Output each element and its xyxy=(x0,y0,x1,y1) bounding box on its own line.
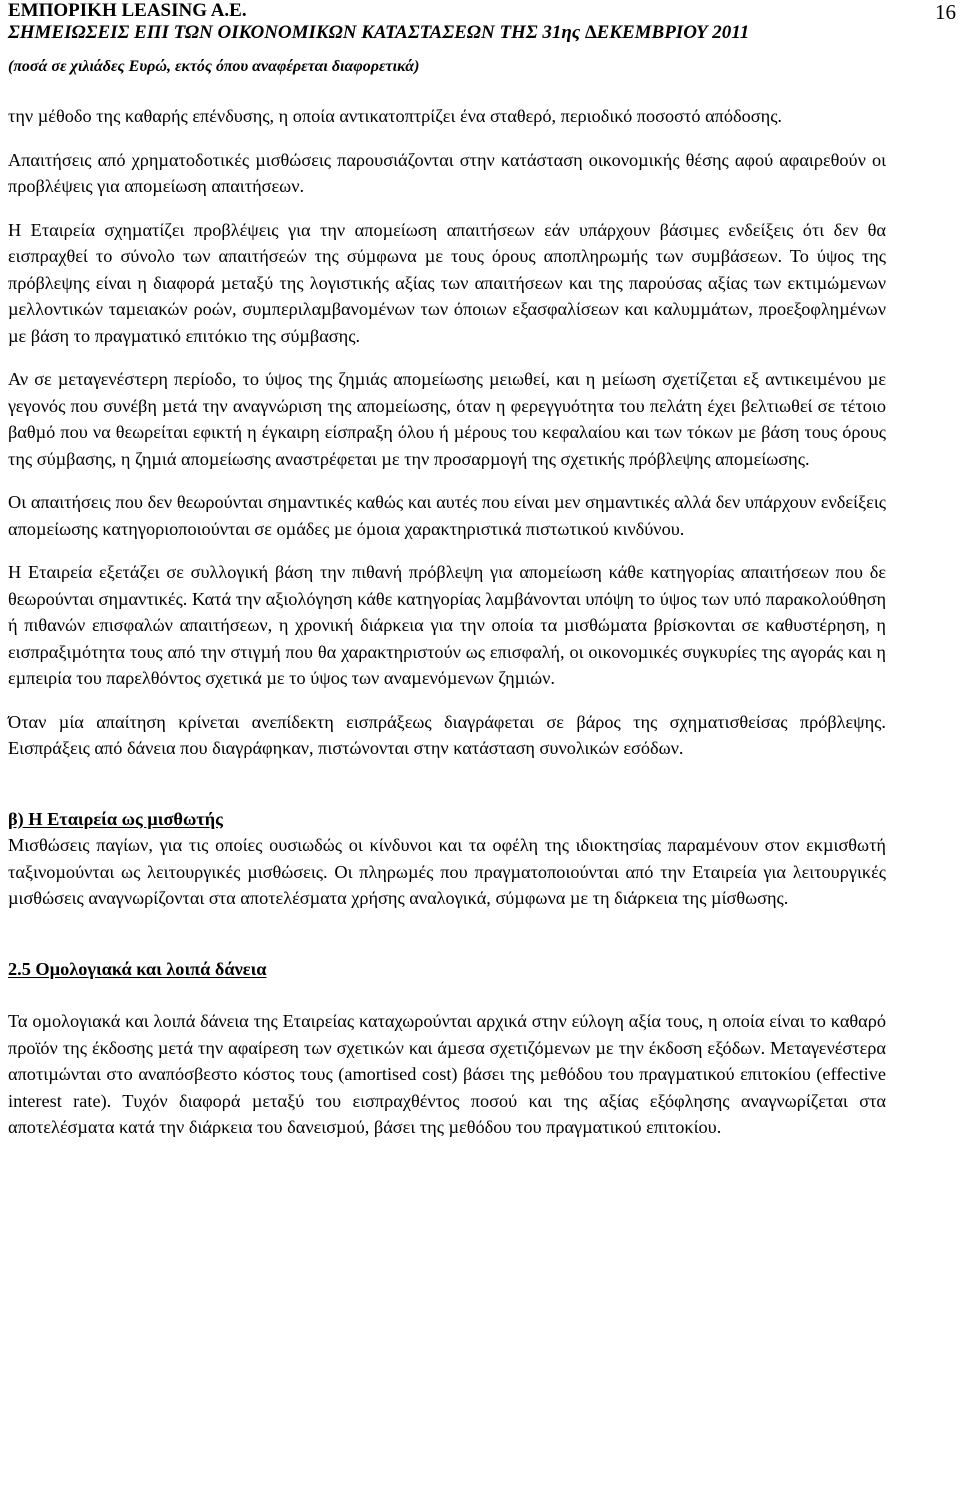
section-heading-bond-loans: 2.5 Οµολογιακά και λοιπά δάνεια xyxy=(8,958,267,979)
document-page xyxy=(8,0,956,1137)
page-header xyxy=(8,0,956,92)
paragraph: Οι απαιτήσεις που δεν θεωρούνται σηµαντικές καθώς και αυτές που είναι µεν σηµαντικές αλλά δεν υπάρχουν ενδείξεις αποµείωσης κατηγοριοποιούνται σε οµάδες µε όµοια χαρακτηριστικά πιστωτικού κινδύνου. xyxy=(8,492,886,539)
paragraph: Απαιτήσεις από χρηµατοδοτικές µισθώσεις παρουσιάζονται στην κατάσταση οικονοµικής θέσης αφού αφαιρεθούν οι προβλέψεις για αποµείωση απαιτήσεων. xyxy=(8,149,886,196)
document-body xyxy=(8,103,886,1141)
paragraph: Τα οµολογιακά και λοιπά δάνεια της Εταιρείας καταχωρούνται αρχικά στην εύλογη αξία τους, η οποία είναι το καθαρό προϊόν της έκδοσης µετά την αφαίρεση των σχετικών και άµεσα σχετιζόµενων µε την έκδοση εξόδων. Μεταγενέστερα αποτιµώνται στο αναπόσβεστο κόστος τους (amortised cost) βάσει της µεθόδου του πραγµατικού επιτοκίου (effective interest rate). Τυχόν διαφορά µεταξύ του εισπραχθέντος ποσού και της αξίας εξόφλησης αναγνωρίζεται στα αποτελέσµατα κατά την διάρκεια του δανεισµού, βάσει της µεθόδου του πραγµατικού επιτοκίου. xyxy=(8,1011,886,1137)
paragraph: Όταν µία απαίτηση κρίνεται ανεπίδεκτη εισπράξεως διαγράφεται σε βάρος της σχηµατισθείσας πρόβλεψης. Εισπράξεις από δάνεια που διαγράφηκαν, πιστώνονται στην κατάσταση συνολικών εσόδων. xyxy=(8,711,886,758)
amounts-note: (ποσά σε χιλιάδες Ευρώ, εκτός όπου αναφέρεται διαφορετικά) xyxy=(8,58,420,75)
notes-title: ΣΗΜΕΙΩΣΕΙΣ ΕΠΙ ΤΩΝ ΟΙΚΟΝΟΜΙΚΩΝ ΚΑΤΑΣΤΑΣΕΩΝ ΤΗΣ 31ης ∆ΕΚΕΜΒΡΙΟΥ 2011 xyxy=(8,22,750,43)
page-number: 16 xyxy=(935,0,956,24)
paragraph: Η Εταιρεία εξετάζει σε συλλογική βάση την πιθανή πρόβλεψη για αποµείωση κάθε κατηγορίας απαιτήσεων που δε θεωρούνται σηµαντικές. Κατά την αξιολόγηση κάθε κατηγορίας λαµβάνονται υπόψη το ύψος των υπό παρακολούθηση ή πιθανών επισφαλών απαιτήσεων, η χρονική διάρκεια για την οποία τα µισθώµατα βρίσκονται σε καθυστέρηση, η εισπραξιµότητα τους από την στιγµή που θα χαρακτηριστούν ως επισφαλή, οι οικονοµικές συγκυρίες της αγοράς και η εµπειρία του παρελθόντος σχετικά µε το ύψος των αναµενόµενων ζηµιών. xyxy=(8,562,886,688)
paragraph: Αν σε µεταγενέστερη περίοδο, το ύψος της ζηµιάς αποµείωσης µειωθεί, και η µείωση σχετίζεται εξ αντικειµένου µε γεγονός που συνέβη µετά την αναγνώριση της αποµείωσης, όταν η φερεγγυότητα του πελάτη έχει βελτιωθεί σε τέτοιο βαθµό που να θεωρείται εφικτή η έγκαιρη είσπραξη όλου ή µέρους του κεφαλαίου και των τόκων µε βάση τους όρους της σύµβασης, η ζηµιά αποµείωσης αναστρέφεται µε την προσαρµογή της σχετικής πρόβλεψης αποµείωσης. xyxy=(8,369,886,469)
section-heading-lessee: β) Η Εταιρεία ως µισθωτής xyxy=(8,808,223,829)
company-name: ΕΜΠΟΡΙΚΗ LEASING A.E. xyxy=(8,0,247,21)
paragraph: την µέθοδο της καθαρής επένδυσης, η οποία αντικατοπτρίζει ένα σταθερό, περιοδικό ποσοστό απόδοσης. xyxy=(8,106,782,126)
paragraph: Η Εταιρεία σχηµατίζει προβλέψεις για την αποµείωση απαιτήσεων εάν υπάρχουν βάσιµες ενδείξεις ότι δεν θα εισπραχθεί το σύνολο των απαιτήσεών της σύµφωνα µε τους όρους αποπληρωµής των συµβάσεων. Το ύψος της πρόβλεψης είναι η διαφορά µεταξύ της λογιστικής αξίας των απαιτήσεων και της παρούσας αξίας των εκτιµώµενων µελλοντικών ταµειακών ροών, συµπεριλαµβανοµένων των όποιων εξασφαλίσεων και καλυµµάτων, προεξοφληµένων µε βάση το πραγµατικό επιτόκιο της σύµβασης. xyxy=(8,219,886,346)
paragraph: Μισθώσεις παγίων, για τις οποίες ουσιωδώς οι κίνδυνοι και τα οφέλη της ιδιοκτησίας παραµένουν στον εκµισθωτή ταξινοµούνται ως λειτουργικές µισθώσεις. Οι πληρωµές που πραγµατοποιούνται από την Εταιρεία για λειτουργικές µισθώσεις αναγνωρίζονται στα αποτελέσµατα χρήσης αναλογικά, σύµφωνα µε τη διάρκεια της µίσθωσης. xyxy=(8,835,886,908)
